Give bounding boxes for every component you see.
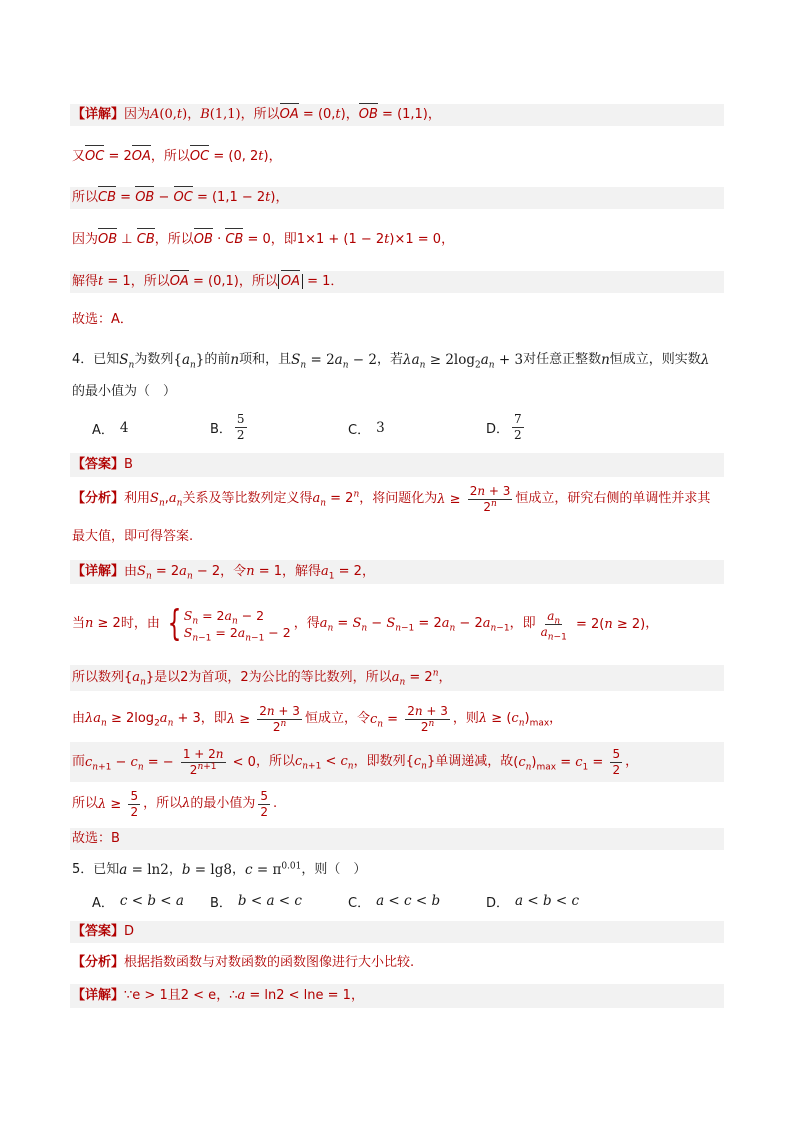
q4-answer: 【答案】 B	[70, 453, 724, 477]
detail-label: 【详解】	[72, 107, 125, 122]
q5-option-c: C． a < c < b	[348, 893, 441, 911]
q4-stem-line-1: 4．已知 $S_n$ 为数列 $\{a_n\}$ 的前 n 项和，且 $S_n = 2a_n - 2$ ，若 $\lambda a_n \ge 2\log_2a_n + 3$ 对任意正整数 n 恒成立，则实数 λ	[72, 352, 710, 371]
q5-option-a: A． c < b < a	[92, 893, 184, 911]
q3-final: 故选：A．	[72, 312, 133, 327]
q4-detail-line-3: 所以数列 $\{a_n\}$ 是以2为首项，2为公比的等比数列，所以 $a_n = 2^n$ ，	[70, 665, 724, 691]
q4-stem-line-2: 的最小值为（ ）	[72, 384, 177, 399]
q4-detail-line-1: 【详解】 由 $S_n = 2a_n - 2$ ，令 n = 1 ，解得 $a_1 = 2$ ，	[70, 560, 724, 584]
q5-option-b: B． b < a < c	[210, 893, 302, 911]
q4-analysis-line-1: 【分析】 利用 $S_n,a_n$ 关系及等比数列定义得 $a_n = 2^n$ ，将问题化为 λ ≥ $\frac{2n + 3}{2^n}$ 恒成立，研究右侧的单调性并求其	[72, 483, 711, 514]
q4-detail-line-2: 当 n ≥ 2 时，由 { $S_n = 2a_n - 2$ $S_{n-1} = 2a_{n-1} - 2$ ，得 $a_n = S_n - S_{n-1} = 2a_n - 2a_{n-1}$ ，即 $\frac{a_n}{a_{n-1}}$ = 2(n ≥ 2) ，	[72, 603, 659, 644]
q5-option-d: D． a < b < c	[486, 893, 580, 911]
q4-option-d: D． $\frac{7}{2}$	[486, 411, 522, 442]
q5-analysis: 【分析】 根据指数函数与对数函数的函数图像进行大小比较.	[72, 955, 415, 970]
q4-detail-line-6: 所以 λ ≥ $\frac{5}{2}$ ，所以 λ 的最小值为 $\frac{5}{2}$ .	[72, 788, 278, 819]
q5-detail-line-1: 【详解】 ∵ e > 1 且 2 < e ，∴ a = ln2 < lne = 1 ，	[70, 984, 724, 1008]
q4-final: 故选：B	[70, 828, 724, 850]
q3-detail-line-2: 又 OC = 2OA ，所以 OC = (0, 2t) ，	[70, 146, 724, 168]
q4-analysis-line-2: 最大值，即可得答案.	[72, 529, 194, 544]
q4-option-b: B． $\frac{5}{2}$	[210, 411, 245, 442]
q4-option-c: C． 3	[348, 420, 385, 438]
q3-detail-line-1: 【详解】 因为 A(0,t) ，B(1,1) ，所以 OA = (0,t) ， OB = (1,1) ，	[70, 104, 724, 126]
q5-answer: 【答案】 D	[70, 921, 724, 943]
q3-detail-line-4: 因为 OB ⊥ CB ，所以 OB · CB = 0 ，即 1×1 + (1 − 2t)×1 = 0 ，	[70, 229, 724, 251]
q4-detail-line-5: 而 $c_{n+1} - c_n$ = − $\frac{1 + 2n}{2^{n+1}}$ < 0 ，所以 $c_{n+1} < c_n$ ，即数列 $\{c_n\}$ 单调递减，故 $(c_n)_{max} = c_1$ = $\frac{5}{2}$ ，	[70, 742, 724, 782]
q3-detail-line-3: 所以 CB = OB − OC = (1,1 − 2t) ，	[70, 187, 724, 209]
q3-detail-line-5: 解得 t = 1 ，所以 OA = (0,1) ，所以 OA = 1 ．	[70, 271, 724, 293]
q4-option-a: A． 4	[92, 420, 129, 438]
q4-detail-line-4: 由 $\lambda a_n \ge 2\log_2a_n + 3$ ，即 λ ≥ $\frac{2n + 3}{2^n}$ 恒成立，令 $c_n$ = $\frac{2n + 3}{2^n}$ ，则 $\lambda \ge (c_n)_{max}$ ，	[72, 703, 563, 734]
q5-stem: 5．已知 a = ln2 ， b = lg8 ， $c = \pi^{0.01}$ ，则（ ）	[72, 861, 367, 878]
